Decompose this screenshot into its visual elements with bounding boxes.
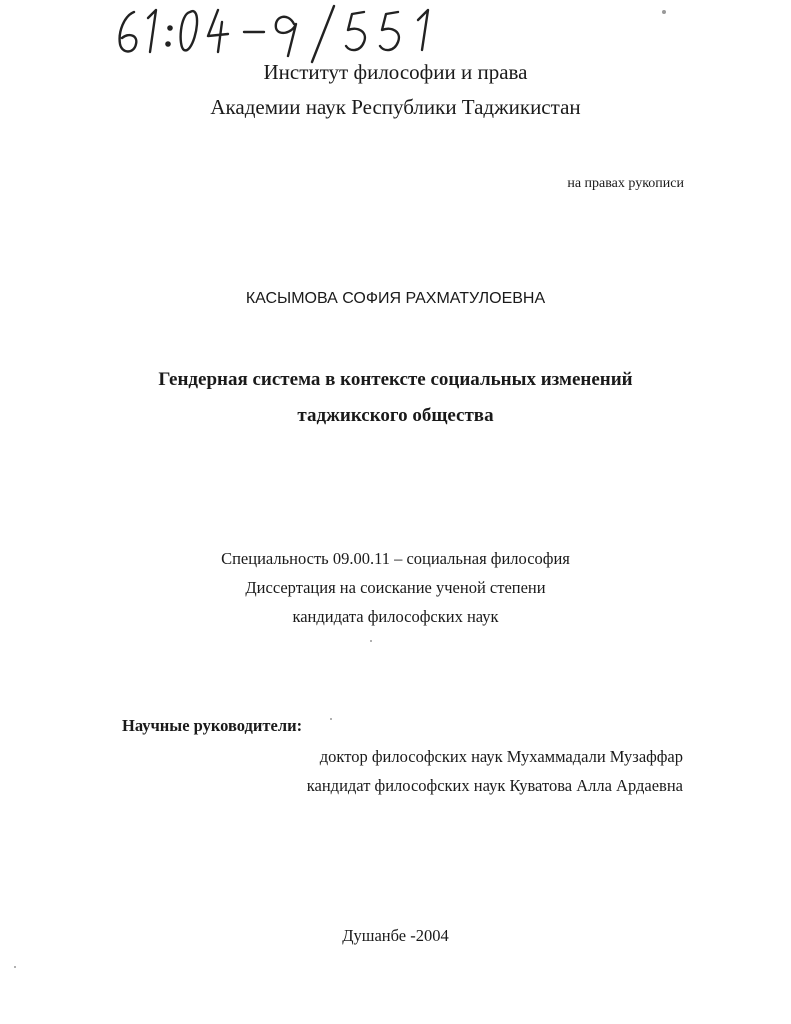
institute-line-2: Академии наук Республики Таджикистан xyxy=(210,95,581,119)
institute-line-1: Институт философии и права xyxy=(263,60,528,84)
manuscript-note: на правах рукописи xyxy=(567,176,684,191)
dissertation-title-line-2: таджикского общества xyxy=(297,405,494,426)
supervisor-1: доктор философских наук Мухаммадали Музаффар xyxy=(319,747,683,766)
scan-speck xyxy=(330,718,332,720)
degree-line-2: Диссертация на соискание ученой степени xyxy=(245,578,546,597)
supervisors-heading: Научные руководители: xyxy=(122,716,303,735)
supervisor-2: кандидат философских наук Куватова Алла Ардаевна xyxy=(306,776,683,795)
author-name: КАСЫМОВА СОФИЯ РАХМАТУЛОЕВНА xyxy=(245,290,546,307)
scan-speck xyxy=(370,640,372,642)
scan-speck xyxy=(662,10,666,14)
dissertation-title-line-1: Гендерная система в контексте социальных изменений xyxy=(158,369,633,390)
archive-number-handwritten xyxy=(112,2,452,64)
place-year: Душанбе -2004 xyxy=(342,926,449,945)
specialty: Специальность 09.00.11 – социальная философия xyxy=(221,549,570,568)
handwritten-number-graphic xyxy=(112,2,452,64)
degree-line-3: кандидата философских наук xyxy=(292,607,499,626)
scan-speck xyxy=(14,966,16,968)
